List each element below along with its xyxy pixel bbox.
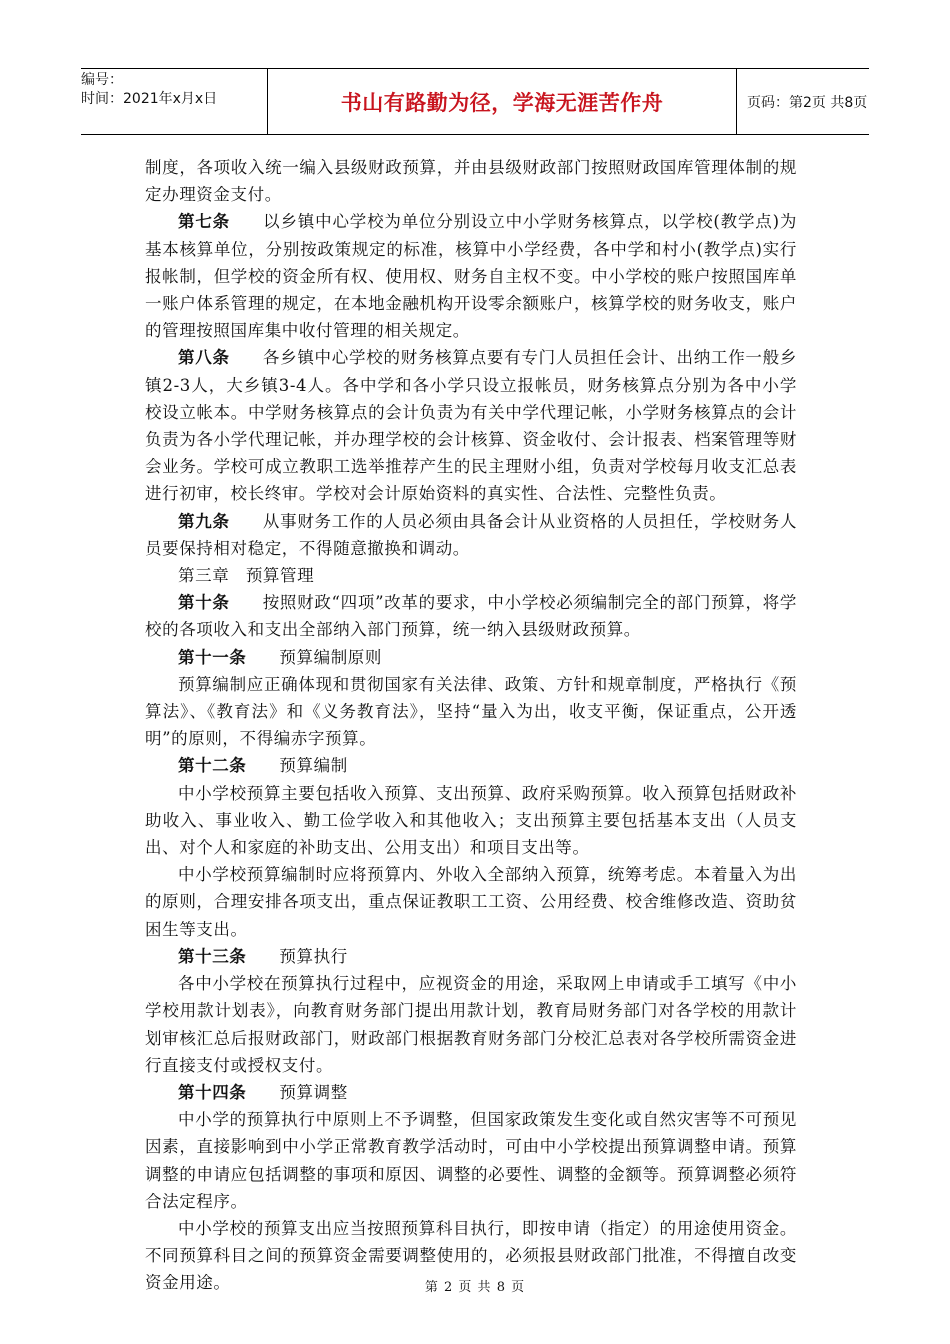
article-14-heading (145, 1079, 797, 1106)
article-9 (145, 508, 797, 562)
article-8 (145, 344, 797, 507)
page-header (81, 68, 869, 135)
article-12-paragraph-2: 中小学校预算编制时应将预算内、外收入全部纳入预算，统筹考虑。本着量入为出的原则，合理安排各项支出，重点保证教职工工资、公用经费、校舍维修改造、资助贫困生等支出。 (145, 865, 797, 939)
article-13-paragraph: 各中小学校在预算执行过程中，应视资金的用途，采取网上申请或手工填写《中小学校用款计划表》，向教育财务部门提出用款计划，教育局财务部门对各学校的用款计划审核汇总后报财政部门，财政部门根据教育财务部门分校汇总表对各学校所需资金进行直接支付或授权支付。 (145, 974, 797, 1075)
article-11-title: 预算编制原则 (279, 647, 383, 667)
article-14-paragraph-1: 中小学的预算执行中原则上不予调整，但国家政策发生变化或自然灾害等不可预见因素，直接影响到中小学正常教育教学活动时，可由中小学校提出预算调整申请。预算调整的申请应包括调整的事项和原因、调整的必要性、调整的金额等。预算调整必须符合法定程序。 (145, 1110, 797, 1211)
article-14-paragraph-2: 中小学校的预算支出应当按照预算科目执行，即按申请（指定）的用途使用资金。不同预算科目之间的预算资金需要调整使用的，必须报县财政部门批准，不得擅自改变资金用途。 (145, 1218, 797, 1293)
header-motto: 书山有路勤为径，学海无涯苦作舟 (340, 90, 664, 115)
header-page-info-cell (737, 69, 869, 134)
article-7-label: 第七条 (178, 212, 230, 232)
header-meta (81, 69, 267, 134)
article-10 (145, 589, 797, 643)
article-13-label: 第十三条 (178, 946, 247, 966)
article-11-label: 第十一条 (178, 647, 247, 667)
article-9-text: 从事财务工作的人员必须由具备会计从业资格的人员担任，学校财务人员要保持相对稳定，不得随意撤换和调动。 (145, 511, 797, 558)
article-10-label: 第十条 (178, 593, 230, 613)
article-12-heading (145, 752, 797, 779)
chapter-3-title: 预算管理 (245, 566, 315, 586)
article-7-text: 以乡镇中心学校为单位分别设立中小学财务核算点，以学校(教学点)为基本核算单位，分别按政策规定的标准，核算中小学经费，各中学和村小(教学点)实行报帐制，但学校的资金所有权、使用权、财务自主权不变。中小学校的账户按照国库单一账户体系管理的规定，在本地金融机构开设零余额账户，核算学校的财务收支，账户的管理按照国库集中收付管理的相关规定。 (145, 212, 797, 341)
date-label: 时间：2021年x月x日 (81, 91, 218, 107)
article-13-title: 预算执行 (279, 946, 348, 966)
chapter-3-label: 第三章 (178, 566, 230, 586)
chapter-3-heading (145, 562, 797, 589)
article-7 (145, 208, 797, 344)
page-footer: 第 2 页 共 8 页 (424, 1280, 526, 1295)
article-12-label: 第十二条 (178, 756, 247, 776)
article-12-paragraph-1: 中小学校预算主要包括收入预算、支出预算、政府采购预算。收入预算包括财政补助收入、事业收入、勤工俭学收入和其他收入；支出预算主要包括基本支出（人员支出、对个人和家庭的补助支出、公用支出）和项目支出等。 (145, 783, 797, 858)
article-14-label: 第十四条 (178, 1082, 247, 1102)
article-14-title: 预算调整 (279, 1082, 348, 1102)
article-11-paragraph: 预算编制应正确体现和贯彻国家有关法律、政策、方针和规章制度，严格执行《预算法》、《教育法》和《义务教育法》，坚持“量入为出，收支平衡，保证重点，公开透明”的原则，不得编赤字预算。 (145, 674, 797, 749)
article-10-text: 按照财政“四项”改革的要求，中小学校必须编制完全的部门预算，将学校的各项收入和支出全部纳入部门预算，统一纳入县级财政预算。 (145, 593, 797, 640)
article-12-title: 预算编制 (279, 756, 348, 776)
header-page-info: 页码：第2页 共8页 (747, 94, 868, 111)
article-11-heading (145, 644, 797, 671)
paragraph-continued: 制度，各项收入统一编入县级财政预算，并由县级财政部门按照财政国库管理体制的规定办理资金支付。 (145, 158, 797, 205)
article-9-label: 第九条 (178, 511, 230, 531)
doc-number-label: 编号： (81, 72, 123, 88)
article-13-heading (145, 943, 797, 970)
article-8-label: 第八条 (178, 348, 230, 368)
header-motto-cell (267, 69, 737, 134)
document-body (145, 154, 797, 1297)
article-8-text: 各乡镇中心学校的财务核算点要有专门人员担任会计、出纳工作一般乡镇2-3人，大乡镇3-4人。各中学和各小学只设立报帐员，财务核算点分别为各中小学校设立帐本。中学财务核算点的会计负责为有关中学代理记帐，小学财务核算点的会计负责为各小学代理记帐，并办理学校的会计核算、资金收付、会计报表、档案管理等财会业务。学校可成立教职工选举推荐产生的民主理财小组，负责对学校每月收支汇总表进行初审，校长终审。学校对会计原始资料的真实性、合法性、完整性负责。 (145, 348, 797, 504)
